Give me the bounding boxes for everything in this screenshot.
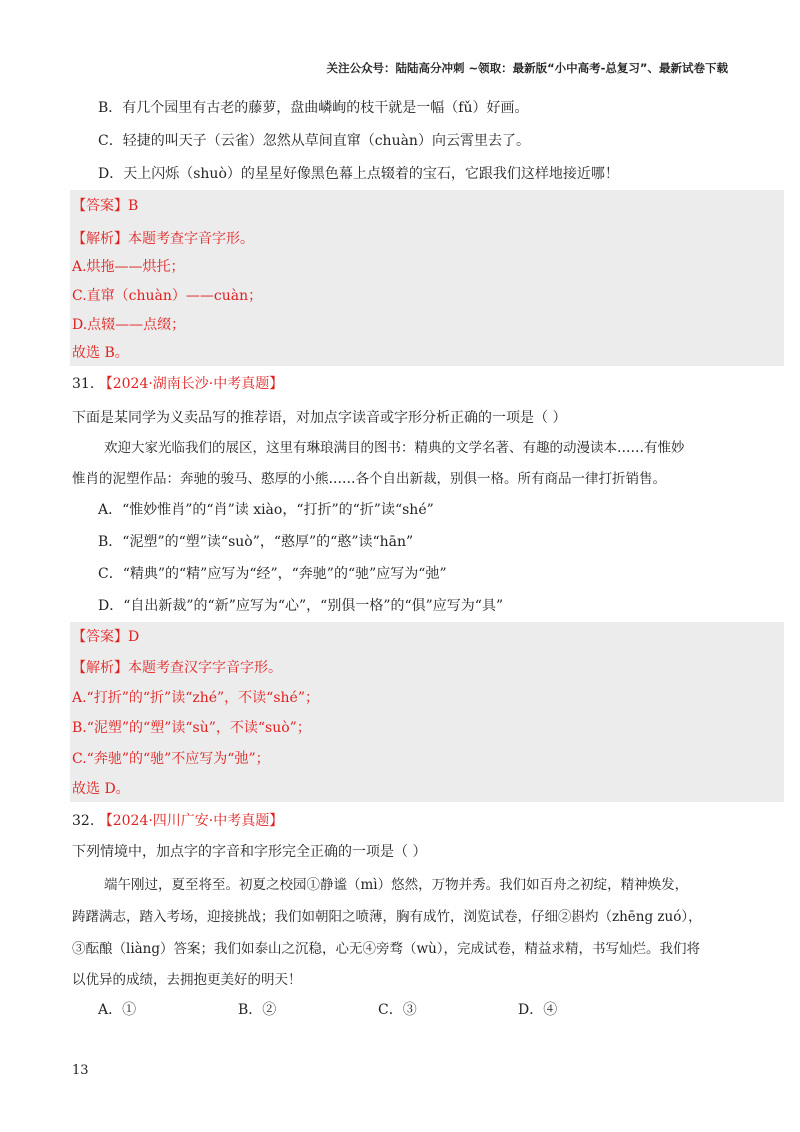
q32-option-d: D．④	[518, 1002, 558, 1018]
q32-passage-line1: 端午刚过，夏至将至。初夏之校园①静谧（mì）悠然，万物并秀。我们如百舟之初绽，精神焕发，	[104, 877, 689, 893]
page-header: 关注公众号：陆陆高分冲刺 ~领取：最新版“小中高考-总复习”、最新试卷下载	[326, 61, 728, 75]
q31-answer-box	[70, 622, 784, 802]
q31-option-c: C．“精典”的“精”应写为“经”，“奔驰”的“驰”应写为“弛”	[98, 566, 447, 582]
q31-source: 【2024·湖南长沙·中考真题】	[98, 376, 284, 392]
q32-number: 32.	[72, 813, 95, 829]
q30-answer-box	[70, 190, 784, 366]
q31-title	[72, 374, 283, 394]
q31-analysis-a: A.“打折”的“折”读“zhé”，不读“shé”；	[72, 690, 319, 706]
q31-analysis: 【解析】本题考查汉字字音字形。	[72, 660, 282, 676]
q30-analysis: 【解析】本题考查字音字形。	[72, 231, 254, 247]
q32-title	[72, 811, 283, 831]
q31-option-a: A．“惟妙惟肖”的“肖”读 xiào，“打折”的“折”读“shé”	[98, 502, 434, 518]
q32-option-a: A．①	[98, 1002, 137, 1018]
q30-option-d: D．天上闪烁（shuò）的星星好像黑色幕上点辍着的宝石，它跟我们这样地接近哪！	[98, 166, 619, 182]
q32-stem: 下列情境中，加点字的字音和字形完全正确的一项是（ ）	[72, 844, 427, 860]
q30-option-c: C．轻捷的叫天子（云雀）忽然从草间直窜（chuàn）向云霄里去了。	[98, 133, 530, 149]
q31-number: 31.	[72, 376, 95, 392]
q32-source: 【2024·四川广安·中考真题】	[98, 813, 284, 829]
q32-passage-line4: 以优异的成绩，去拥抱更美好的明天！	[72, 972, 302, 988]
q31-conclusion: 故选 D。	[72, 781, 130, 797]
page-number: 13	[72, 1063, 89, 1078]
q31-option-d: D．“自出新裁”的“新”应写为“心”，“别俱一格”的“俱”应写为“具”	[98, 598, 504, 614]
q32-option-c: C．③	[378, 1002, 417, 1018]
q30-analysis-a: A.烘拖——烘托；	[72, 259, 185, 275]
q32-passage-line3: ③酝酿（liàng）答案；我们如泰山之沉稳，心无④旁骛（wù），完成试卷，精益求精，书写灿烂。我们将	[72, 941, 701, 957]
q30-analysis-c: C.直窜（chuàn）——cuàn；	[72, 288, 263, 304]
q30-answer: 【答案】B	[72, 198, 139, 214]
q31-analysis-b: B.“泥塑”的“塑”读“sù”，不读“suò”；	[72, 720, 311, 736]
q30-analysis-d: D.点辍——点缀；	[72, 317, 186, 333]
q31-analysis-c: C.“奔驰”的“驰”不应写为“弛”；	[72, 751, 270, 767]
q31-answer: 【答案】D	[72, 629, 140, 645]
q32-passage-line2: 踌躇满志，踏入考场，迎接挑战；我们如朝阳之喷薄，胸有成竹，浏览试卷，仔细②斟灼（zhēng zuó），	[72, 909, 702, 925]
q30-option-b: B．有几个园里有古老的藤萝，盘曲嶙峋的枝干就是一幅（fǔ）好画。	[98, 100, 529, 116]
q30-conclusion: 故选 B。	[72, 345, 129, 361]
q32-option-b: B．②	[238, 1002, 277, 1018]
q31-option-b: B．“泥塑”的“塑”读“suò”，“憨厚”的“憨”读“hān”	[98, 534, 414, 550]
q31-passage-line2: 惟肖的泥塑作品：奔驰的骏马、憨厚的小熊……各个自出新裁，别俱一格。所有商品一律打折销售。	[72, 471, 666, 487]
q31-passage-line1: 欢迎大家光临我们的展区，这里有琳琅满目的图书：精典的文学名著、有趣的动漫读本……有惟妙	[104, 440, 685, 456]
q31-stem: 下面是某同学为义卖品写的推荐语，对加点字读音或字形分析正确的一项是（ ）	[72, 410, 567, 426]
